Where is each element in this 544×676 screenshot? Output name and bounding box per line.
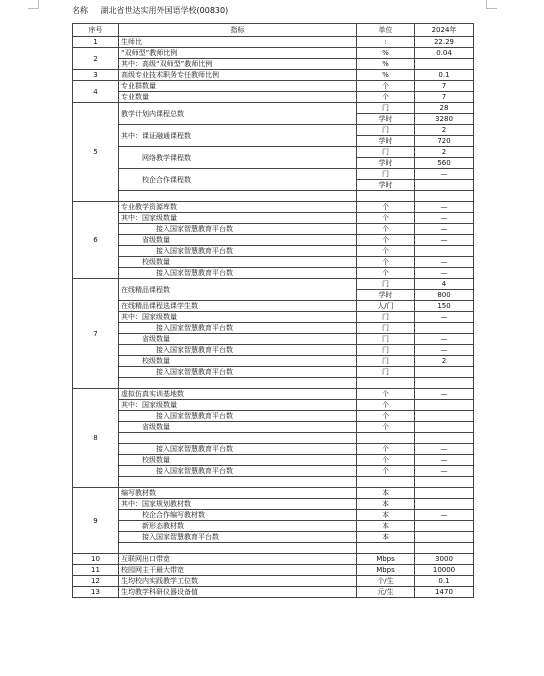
row-indicator-cell: 校级数量	[119, 455, 357, 466]
table-row	[73, 125, 474, 136]
row-value-cell: 560	[415, 158, 474, 169]
row-unit-cell: 本	[357, 488, 415, 499]
row-indicator-cell: 省级数量	[119, 334, 357, 345]
row-value-cell: 720	[415, 136, 474, 147]
row-seq-cell: 10	[73, 554, 119, 565]
row-value-cell: 22.29	[415, 37, 474, 48]
table-row	[73, 257, 474, 268]
row-value-cell: 4	[415, 279, 474, 290]
row-unit-cell: 本	[357, 499, 415, 510]
table-row	[73, 312, 474, 323]
row-unit-cell: 学时	[357, 290, 415, 301]
row-unit-cell: 门	[357, 334, 415, 345]
row-unit-cell: 个	[357, 422, 415, 433]
row-value-cell: —	[415, 466, 474, 477]
row-value-cell: —	[415, 257, 474, 268]
row-indicator-cell	[119, 191, 357, 202]
row-value-cell	[415, 191, 474, 202]
table-body	[73, 37, 474, 598]
table-row	[73, 554, 474, 565]
table-row	[73, 224, 474, 235]
row-unit-cell: 门	[357, 345, 415, 356]
row-indicator-cell: 校企合作课程数	[119, 169, 357, 191]
document-header	[72, 5, 228, 16]
row-seq-cell: 13	[73, 587, 119, 598]
row-value-cell: —	[415, 312, 474, 323]
row-indicator-cell: 互联网出口带宽	[119, 554, 357, 565]
table-row	[73, 48, 474, 59]
row-unit-cell: 个	[357, 400, 415, 411]
row-unit-cell: Mbps	[357, 554, 415, 565]
page-corner-mark-left	[28, 0, 39, 9]
table-row	[73, 59, 474, 70]
row-unit-cell: 门	[357, 125, 415, 136]
table-row	[73, 378, 474, 389]
row-value-cell: 2	[415, 356, 474, 367]
row-value-cell: 7	[415, 81, 474, 92]
row-value-cell: 7	[415, 92, 474, 103]
row-indicator-cell	[119, 543, 357, 554]
row-indicator-cell: 接入国家智慧教育平台数	[119, 224, 357, 235]
column-header-seq: 序号	[73, 24, 119, 37]
row-unit-cell: 学时	[357, 114, 415, 125]
row-indicator-cell	[119, 378, 357, 389]
row-indicator-cell: 校级数量	[119, 257, 357, 268]
column-header-unit: 单位	[357, 24, 415, 37]
row-value-cell: 3280	[415, 114, 474, 125]
table-row	[73, 576, 474, 587]
row-indicator-cell: 接入国家智慧教育平台数	[119, 411, 357, 422]
row-unit-cell: 门	[357, 147, 415, 158]
table-row	[73, 202, 474, 213]
table-row	[73, 455, 474, 466]
table-row	[73, 532, 474, 543]
row-value-cell	[415, 400, 474, 411]
row-value-cell	[415, 180, 474, 191]
row-value-cell: 150	[415, 301, 474, 312]
page-corner-mark-right	[486, 0, 497, 9]
row-indicator-cell: 接入国家智慧教育平台数	[119, 246, 357, 257]
row-indicator-cell: “双师型”教师比例	[119, 48, 357, 59]
row-unit-cell	[357, 433, 415, 444]
row-unit-cell: 个	[357, 81, 415, 92]
row-value-cell	[415, 477, 474, 488]
table-row	[73, 191, 474, 202]
name-label: 名称	[72, 6, 88, 15]
table-row	[73, 543, 474, 554]
row-unit-cell: 门	[357, 323, 415, 334]
row-seq-cell: 8	[73, 389, 119, 488]
row-unit-cell	[357, 191, 415, 202]
row-indicator-cell: 校企合作编写教材数	[119, 510, 357, 521]
row-seq-cell: 11	[73, 565, 119, 576]
row-value-cell: 2	[415, 125, 474, 136]
school-name: 湖北省世达实用外国语学校(00830)	[100, 6, 229, 15]
row-indicator-cell	[119, 433, 357, 444]
row-seq-cell: 4	[73, 81, 119, 103]
row-value-cell: —	[415, 444, 474, 455]
row-indicator-cell: 省级数量	[119, 235, 357, 246]
table-row	[73, 499, 474, 510]
table-row	[73, 103, 474, 114]
row-unit-cell: 个	[357, 92, 415, 103]
row-value-cell: 1470	[415, 587, 474, 598]
table-row	[73, 477, 474, 488]
row-value-cell: —	[415, 169, 474, 180]
indicator-table	[72, 23, 474, 598]
table-row	[73, 268, 474, 279]
row-unit-cell: 个/生	[357, 576, 415, 587]
row-unit-cell	[357, 378, 415, 389]
row-value-cell: —	[415, 345, 474, 356]
row-indicator-cell: 校级数量	[119, 356, 357, 367]
row-unit-cell: 门	[357, 367, 415, 378]
table-row	[73, 422, 474, 433]
row-indicator-cell: 其中：国家级数量	[119, 213, 357, 224]
row-indicator-cell: 接入国家智慧教育平台数	[119, 268, 357, 279]
row-value-cell: 10000	[415, 565, 474, 576]
row-seq-cell: 6	[73, 202, 119, 279]
row-indicator-cell: 其中：国家级数量	[119, 312, 357, 323]
row-indicator-cell: 编写教材数	[119, 488, 357, 499]
row-unit-cell: 个	[357, 389, 415, 400]
row-unit-cell: 个	[357, 213, 415, 224]
row-unit-cell: 个	[357, 444, 415, 455]
table-row	[73, 147, 474, 158]
row-value-cell	[415, 499, 474, 510]
row-indicator-cell: 接入国家智慧教育平台数	[119, 345, 357, 356]
row-indicator-cell: 其中：课证融通课程数	[119, 125, 357, 147]
row-indicator-cell: 教学计划内课程总数	[119, 103, 357, 125]
row-value-cell: 2	[415, 147, 474, 158]
table-row	[73, 444, 474, 455]
row-unit-cell: 个	[357, 246, 415, 257]
row-indicator-cell: 其中：国家级数量	[119, 400, 357, 411]
table-row	[73, 213, 474, 224]
row-unit-cell: %	[357, 48, 415, 59]
row-value-cell	[415, 532, 474, 543]
row-unit-cell: 本	[357, 510, 415, 521]
table-row	[73, 367, 474, 378]
row-indicator-cell: 接入国家智慧教育平台数	[119, 323, 357, 334]
column-header-indicator: 指标	[119, 24, 357, 37]
table-row	[73, 466, 474, 477]
row-indicator-cell: 专业教学资源库数	[119, 202, 357, 213]
table-row	[73, 521, 474, 532]
row-unit-cell: 门	[357, 356, 415, 367]
row-value-cell: —	[415, 213, 474, 224]
row-unit-cell: 个	[357, 235, 415, 246]
row-value-cell	[415, 323, 474, 334]
row-unit-cell: 人/门	[357, 301, 415, 312]
row-indicator-cell: 生均教学科研仪器设备值	[119, 587, 357, 598]
row-seq-cell: 2	[73, 48, 119, 70]
table-row	[73, 169, 474, 180]
row-unit-cell: 个	[357, 202, 415, 213]
table-row	[73, 565, 474, 576]
row-value-cell: —	[415, 510, 474, 521]
row-unit-cell: 门	[357, 279, 415, 290]
table-row	[73, 70, 474, 81]
row-unit-cell: %	[357, 59, 415, 70]
row-value-cell: —	[415, 235, 474, 246]
row-value-cell	[415, 367, 474, 378]
row-value-cell: —	[415, 268, 474, 279]
row-unit-cell: Mbps	[357, 565, 415, 576]
row-unit-cell: 本	[357, 521, 415, 532]
row-indicator-cell: 生均校内实践教学工位数	[119, 576, 357, 587]
row-seq-cell: 9	[73, 488, 119, 554]
row-value-cell	[415, 422, 474, 433]
row-indicator-cell: 在线精品课程选课学生数	[119, 301, 357, 312]
row-seq-cell: 7	[73, 279, 119, 389]
row-indicator-cell: 接入国家智慧教育平台数	[119, 367, 357, 378]
row-indicator-cell: 其中：高级“双师型”教师比例	[119, 59, 357, 70]
row-value-cell: —	[415, 455, 474, 466]
table-row	[73, 37, 474, 48]
row-value-cell	[415, 378, 474, 389]
row-indicator-cell: 在线精品课程数	[119, 279, 357, 301]
table-row	[73, 81, 474, 92]
row-value-cell: 0.1	[415, 576, 474, 587]
row-value-cell: 800	[415, 290, 474, 301]
row-value-cell: 28	[415, 103, 474, 114]
row-unit-cell	[357, 477, 415, 488]
row-seq-cell: 12	[73, 576, 119, 587]
row-indicator-cell: 新形态教材数	[119, 521, 357, 532]
row-unit-cell: 个	[357, 466, 415, 477]
row-value-cell: —	[415, 389, 474, 400]
table-row	[73, 345, 474, 356]
table-row	[73, 510, 474, 521]
row-indicator-cell: 其中：国家规划教材数	[119, 499, 357, 510]
row-unit-cell: 元/生	[357, 587, 415, 598]
row-indicator-cell: 校园网主干最大带宽	[119, 565, 357, 576]
table-row	[73, 246, 474, 257]
row-value-cell	[415, 433, 474, 444]
table-row	[73, 323, 474, 334]
row-unit-cell: 学时	[357, 158, 415, 169]
row-unit-cell: 个	[357, 224, 415, 235]
table-row	[73, 411, 474, 422]
row-indicator-cell: 接入国家智慧教育平台数	[119, 466, 357, 477]
row-value-cell: —	[415, 334, 474, 345]
row-indicator-cell: 专业数量	[119, 92, 357, 103]
row-indicator-cell: 接入国家智慧教育平台数	[119, 444, 357, 455]
row-indicator-cell: 虚拟仿真实训基地数	[119, 389, 357, 400]
column-header-year: 2024年	[415, 24, 474, 37]
table-row	[73, 488, 474, 499]
table-row	[73, 587, 474, 598]
table-header-row	[73, 24, 474, 37]
row-unit-cell: 个	[357, 268, 415, 279]
row-unit-cell: %	[357, 70, 415, 81]
table-row	[73, 235, 474, 246]
row-indicator-cell: 生师比	[119, 37, 357, 48]
table-row	[73, 400, 474, 411]
row-unit-cell: 门	[357, 312, 415, 323]
row-indicator-cell: 高级专业技术职务专任教师比例	[119, 70, 357, 81]
row-value-cell	[415, 521, 474, 532]
table-row	[73, 334, 474, 345]
table-row	[73, 356, 474, 367]
row-indicator-cell: 专业群数量	[119, 81, 357, 92]
row-value-cell: 3000	[415, 554, 474, 565]
row-value-cell	[415, 488, 474, 499]
row-indicator-cell: 接入国家智慧教育平台数	[119, 532, 357, 543]
row-value-cell	[415, 59, 474, 70]
table-row	[73, 433, 474, 444]
row-unit-cell	[357, 543, 415, 554]
row-seq-cell: 5	[73, 103, 119, 202]
row-seq-cell: 1	[73, 37, 119, 48]
row-value-cell: —	[415, 202, 474, 213]
table-row	[73, 301, 474, 312]
row-indicator-cell: 网络教学课程数	[119, 147, 357, 169]
row-unit-cell: 学时	[357, 180, 415, 191]
row-unit-cell: :	[357, 37, 415, 48]
row-unit-cell: 个	[357, 257, 415, 268]
table-row	[73, 92, 474, 103]
row-indicator-cell	[119, 477, 357, 488]
row-value-cell: 0.04	[415, 48, 474, 59]
table-row	[73, 389, 474, 400]
row-unit-cell: 门	[357, 103, 415, 114]
row-unit-cell: 本	[357, 532, 415, 543]
row-value-cell	[415, 246, 474, 257]
row-unit-cell: 个	[357, 411, 415, 422]
row-seq-cell: 3	[73, 70, 119, 81]
row-value-cell: —	[415, 224, 474, 235]
row-value-cell: 0.1	[415, 70, 474, 81]
row-unit-cell: 个	[357, 455, 415, 466]
row-indicator-cell: 省级数量	[119, 422, 357, 433]
row-value-cell	[415, 543, 474, 554]
row-unit-cell: 学时	[357, 136, 415, 147]
row-value-cell	[415, 411, 474, 422]
table-row	[73, 279, 474, 290]
row-unit-cell: 门	[357, 169, 415, 180]
